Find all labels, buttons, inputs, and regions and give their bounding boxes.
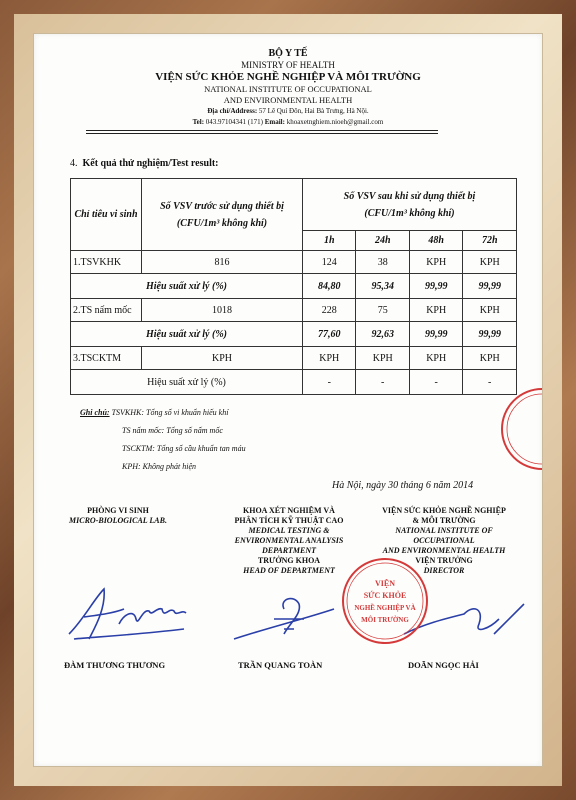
row-indicator: 3.TSCKTM (71, 347, 142, 370)
header-rule (86, 130, 438, 131)
note-item: Ghi chú: TSVKHK: Tổng số vi khuẩn hiếu khí (80, 408, 229, 417)
row-before: KPH (142, 347, 303, 370)
stamp-line: VIỆN (374, 579, 396, 588)
row-after-1h: KPH (303, 347, 356, 370)
table-row (71, 347, 517, 370)
row-after-48h: KPH (409, 251, 462, 274)
tel-label: Tel: (192, 118, 205, 126)
eff-1h: 84,80 (303, 274, 356, 299)
note-item: TSCKTM: Tổng số cầu khuẩn tan máu (122, 444, 246, 453)
director-signer-name: DOÃN NGỌC HẢI (408, 660, 479, 670)
eff-1h: - (303, 370, 356, 395)
row-after-1h: 228 (303, 299, 356, 322)
row-after-48h: KPH (409, 299, 462, 322)
contact-line (34, 118, 542, 126)
director-signature-block: VIỆN SỨC KHỎE NGHỀ NGHIỆP & MÔI TRƯỜNG NATIONAL INSTITUTE OF OCCUPATIONAL AND ENVIRONMENTAL HEALTH VIỆN TRƯỞNG DIRECTOR (382, 506, 506, 575)
eff-48h: 99,99 (409, 274, 462, 299)
notes-block (80, 404, 246, 476)
address-line (34, 107, 542, 115)
lab-signature-image (64, 579, 194, 649)
header-rule-thin (86, 133, 438, 134)
row-indicator: 2.TS nấm mốc (71, 299, 142, 322)
address-value: 57 Lê Quí Đôn, Hai Bà Trưng, Hà Nội. (258, 107, 369, 115)
table-row (71, 322, 517, 347)
row-after-48h: KPH (409, 347, 462, 370)
row-after-24h: 75 (356, 299, 409, 322)
time-1h: 1h (303, 231, 356, 251)
institute-en-2: AND ENVIRONMENTAL HEALTH (223, 95, 353, 105)
table-row (71, 251, 517, 274)
time-24h: 24h (356, 231, 409, 251)
dept-signature-block: KHOA XÉT NGHIỆM VÀ PHÂN TÍCH KỸ THUẬT CAO MEDICAL TESTING & ENVIRONMENTAL ANALYSIS DEPARTMENT TRƯỞNG KHOA HEAD OF DEPARTMENT (234, 506, 344, 575)
address-label: Địa chỉ/Address: (207, 107, 258, 115)
section-title (70, 158, 219, 169)
row-after-1h: 124 (303, 251, 356, 274)
col-after-header: Số VSV sau khi sử dụng thiết bị (CFU/1m³ không khí) (303, 179, 517, 231)
row-after-24h: 38 (356, 251, 409, 274)
row-after-72h: KPH (463, 299, 517, 322)
email-label: Email: (264, 118, 285, 126)
institute-en-1: NATIONAL INSTITUTE OF OCCUPATIONAL (204, 84, 372, 94)
ministry-vi: BỘ Y TẾ (268, 48, 308, 59)
certificate-page (34, 34, 542, 766)
notes-label: Ghi chú: (80, 408, 110, 417)
lab-title-en: MICRO-BIOLOGICAL LAB. (69, 516, 167, 525)
edge-stamp-partial (500, 374, 542, 484)
row-indicator: 1.TSVKHK (71, 251, 142, 274)
row-after-72h: KPH (463, 347, 517, 370)
eff-72h: 99,99 (463, 322, 517, 347)
eff-48h: - (409, 370, 462, 395)
lab-signature-block (48, 506, 188, 526)
time-48h: 48h (409, 231, 462, 251)
efficiency-label: Hiệu suất xử lý (%) (71, 370, 303, 395)
email-value: khoaxetnghiem.nioeh@gmail.com (286, 118, 384, 126)
eff-24h: 92,63 (356, 322, 409, 347)
test-result-table (70, 178, 517, 395)
tel-value: 043.97104341 (171) (205, 118, 263, 126)
eff-48h: 99,99 (409, 322, 462, 347)
lab-signer-name: ĐÀM THƯƠNG THƯƠNG (64, 660, 166, 670)
stamp-line: MÔI TRƯỜNG (361, 616, 409, 624)
eff-24h: - (356, 370, 409, 395)
note-item: TS nấm mốc: Tổng số nấm mốc (122, 426, 223, 435)
col-before-header: Số VSV trước sử dụng thiết bị (CFU/1m³ không khí) (142, 179, 303, 251)
dept-signer-name: TRẦN QUANG TOÀN (238, 660, 323, 670)
ministry-en: MINISTRY OF HEALTH (241, 60, 335, 70)
efficiency-label: Hiệu suất xử lý (%) (71, 322, 303, 347)
efficiency-label: Hiệu suất xử lý (%) (71, 274, 303, 299)
table-row (71, 274, 517, 299)
eff-72h: 99,99 (463, 274, 517, 299)
stamp-line: NGHỀ NGHIỆP VÀ (354, 604, 416, 612)
date-line: Hà Nội, ngày 30 tháng 6 năm 2014 (332, 480, 474, 491)
time-72h: 72h (463, 231, 517, 251)
row-after-72h: KPH (463, 251, 517, 274)
institute-stamp (340, 556, 430, 646)
row-before: 816 (142, 251, 303, 274)
table-row (71, 299, 517, 322)
institute-vi: VIỆN SỨC KHỎE NGHỀ NGHIỆP VÀ MÔI TRƯỜNG (155, 71, 421, 83)
col-indicator-header: Chỉ tiêu vi sinh (71, 179, 142, 251)
eff-1h: 77,60 (303, 322, 356, 347)
lab-title-vi: PHÒNG VI SINH (87, 506, 149, 515)
table-row (71, 370, 517, 395)
row-after-24h: KPH (356, 347, 409, 370)
note-item: KPH: Không phát hiện (122, 462, 196, 471)
eff-24h: 95,34 (356, 274, 409, 299)
section-title-text: Kết quả thử nghiệm/Test result: (82, 158, 219, 169)
eff-72h: - (463, 370, 517, 395)
row-before: 1018 (142, 299, 303, 322)
section-number: 4. (70, 158, 78, 169)
stamp-line: SỨC KHỎE (363, 591, 407, 600)
